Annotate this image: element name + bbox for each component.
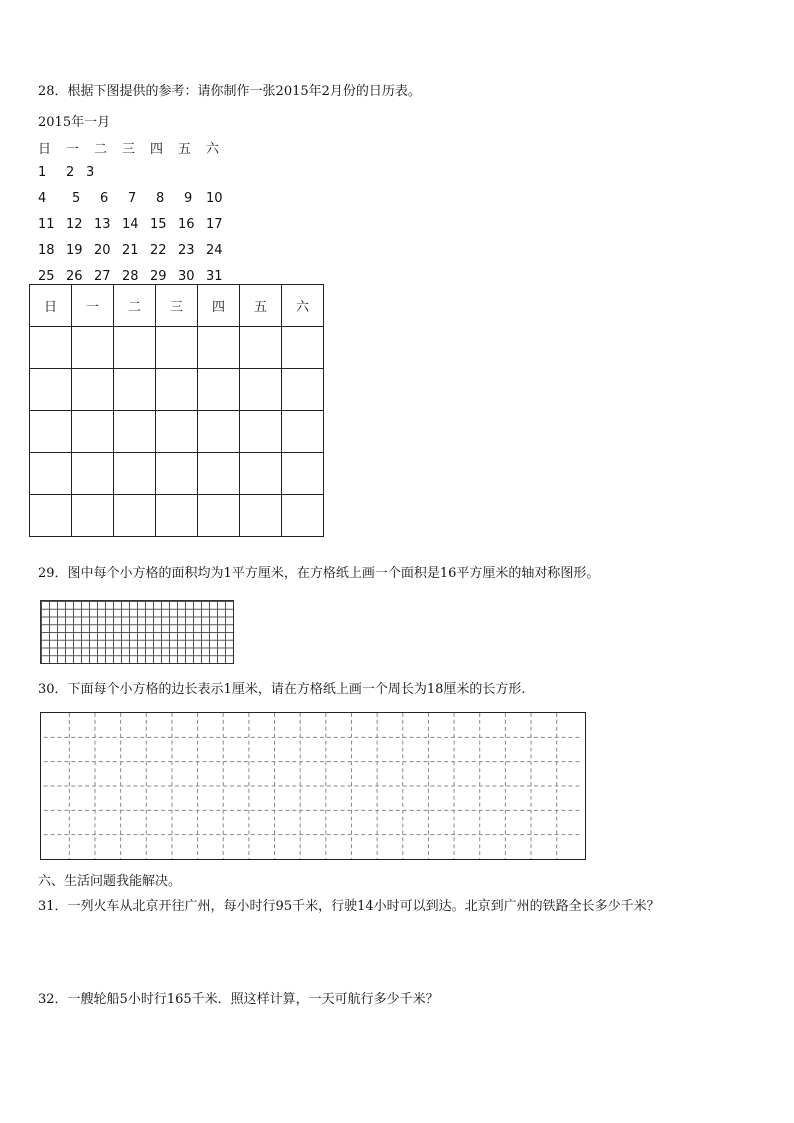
calendar-cell[interactable] (72, 411, 114, 453)
question-30-text: 30．下面每个小方格的边长表示1厘米，请在方格纸上画一个周长为18厘米的长方形. (38, 682, 526, 697)
small-square-grid[interactable] (40, 600, 234, 664)
calendar-header-cell: 六 (282, 285, 324, 327)
calendar-cell[interactable] (198, 453, 240, 495)
reference-day: 5 (72, 191, 81, 206)
reference-day: 11 (38, 217, 55, 232)
calendar-cell[interactable] (72, 369, 114, 411)
reference-weekday: 三 (122, 142, 136, 157)
calendar-cell[interactable] (198, 327, 240, 369)
reference-day: 7 (128, 191, 137, 206)
question-32-text: 32．一艘轮船5小时行165千米．照这样计算，一天可航行多少千米？ (38, 992, 439, 1007)
reference-day: 6 (100, 191, 109, 206)
calendar-cell[interactable] (240, 369, 282, 411)
reference-day: 15 (150, 217, 167, 232)
reference-day: 27 (94, 269, 111, 284)
question-28-text: 28．根据下图提供的参考：请你制作一张2015年2月份的日历表。 (38, 84, 421, 99)
calendar-cell[interactable] (30, 327, 72, 369)
reference-calendar (38, 138, 248, 288)
calendar-cell[interactable] (282, 369, 324, 411)
calendar-cell[interactable] (198, 369, 240, 411)
calendar-header-row (30, 285, 324, 327)
reference-weekday: 一 (66, 142, 80, 157)
reference-day: 1 (38, 165, 47, 180)
reference-day: 16 (178, 217, 195, 232)
reference-day: 17 (206, 217, 223, 232)
reference-day: 25 (38, 269, 55, 284)
calendar-cell[interactable] (114, 327, 156, 369)
calendar-cell[interactable] (114, 369, 156, 411)
calendar-cell[interactable] (282, 495, 324, 537)
calendar-header-cell: 二 (114, 285, 156, 327)
calendar-week-row (30, 495, 324, 537)
calendar-cell[interactable] (30, 495, 72, 537)
reference-day: 26 (66, 269, 83, 284)
reference-day: 9 (184, 191, 193, 206)
reference-weekday: 二 (94, 142, 108, 157)
calendar-header-cell: 四 (198, 285, 240, 327)
calendar-cell[interactable] (30, 369, 72, 411)
reference-day: 18 (38, 243, 55, 258)
reference-day: 22 (150, 243, 167, 258)
calendar-cell[interactable] (282, 327, 324, 369)
calendar-cell[interactable] (156, 369, 198, 411)
calendar-week-row (30, 453, 324, 495)
question-29-text: 29．图中每个小方格的面积均为1平方厘米，在方格纸上画一个面积是16平方厘米的轴对称图形。 (38, 566, 600, 581)
reference-day: 14 (122, 217, 139, 232)
reference-day: 24 (206, 243, 223, 258)
section-6-heading: 六、生活问题我能解决。 (38, 874, 182, 889)
calendar-cell[interactable] (240, 327, 282, 369)
calendar-cell[interactable] (72, 495, 114, 537)
calendar-header-cell: 日 (30, 285, 72, 327)
reference-day: 28 (122, 269, 139, 284)
reference-weekday: 五 (178, 142, 192, 157)
reference-day: 21 (122, 243, 139, 258)
calendar-cell[interactable] (282, 411, 324, 453)
calendar-header-cell: 一 (72, 285, 114, 327)
reference-day: 19 (66, 243, 83, 258)
calendar-cell[interactable] (156, 327, 198, 369)
reference-weekday: 六 (206, 142, 220, 157)
calendar-cell[interactable] (156, 495, 198, 537)
reference-day: 23 (178, 243, 195, 258)
reference-day: 30 (178, 269, 195, 284)
february-calendar-table (29, 284, 324, 537)
calendar-week-row (30, 327, 324, 369)
calendar-week-row (30, 411, 324, 453)
dashed-square-grid[interactable] (40, 712, 586, 860)
calendar-cell[interactable] (30, 453, 72, 495)
calendar-cell[interactable] (30, 411, 72, 453)
calendar-cell[interactable] (114, 495, 156, 537)
reference-weekday: 日 (38, 142, 52, 157)
calendar-header-cell: 三 (156, 285, 198, 327)
calendar-cell[interactable] (240, 495, 282, 537)
reference-day: 2 (66, 165, 75, 180)
calendar-cell[interactable] (198, 411, 240, 453)
calendar-cell[interactable] (72, 453, 114, 495)
calendar-cell[interactable] (198, 495, 240, 537)
reference-day: 12 (66, 217, 83, 232)
reference-day: 8 (156, 191, 165, 206)
reference-calendar-title: 2015年一月 (38, 115, 111, 130)
reference-day: 13 (94, 217, 111, 232)
calendar-cell[interactable] (156, 411, 198, 453)
calendar-week-row (30, 369, 324, 411)
calendar-cell[interactable] (72, 327, 114, 369)
reference-day: 20 (94, 243, 111, 258)
question-31-text: 31．一列火车从北京开往广州，每小时行95千米，行驶14小时可以到达。北京到广州的铁路全长多少千米？ (38, 899, 660, 914)
calendar-cell[interactable] (240, 453, 282, 495)
reference-day: 31 (206, 269, 223, 284)
reference-day: 3 (86, 165, 95, 180)
calendar-cell[interactable] (114, 453, 156, 495)
reference-day: 4 (38, 191, 47, 206)
calendar-header-cell: 五 (240, 285, 282, 327)
calendar-cell[interactable] (240, 411, 282, 453)
reference-day: 29 (150, 269, 167, 284)
reference-weekday: 四 (150, 142, 164, 157)
calendar-cell[interactable] (282, 453, 324, 495)
calendar-cell[interactable] (156, 453, 198, 495)
calendar-cell[interactable] (114, 411, 156, 453)
reference-day: 10 (206, 191, 223, 206)
